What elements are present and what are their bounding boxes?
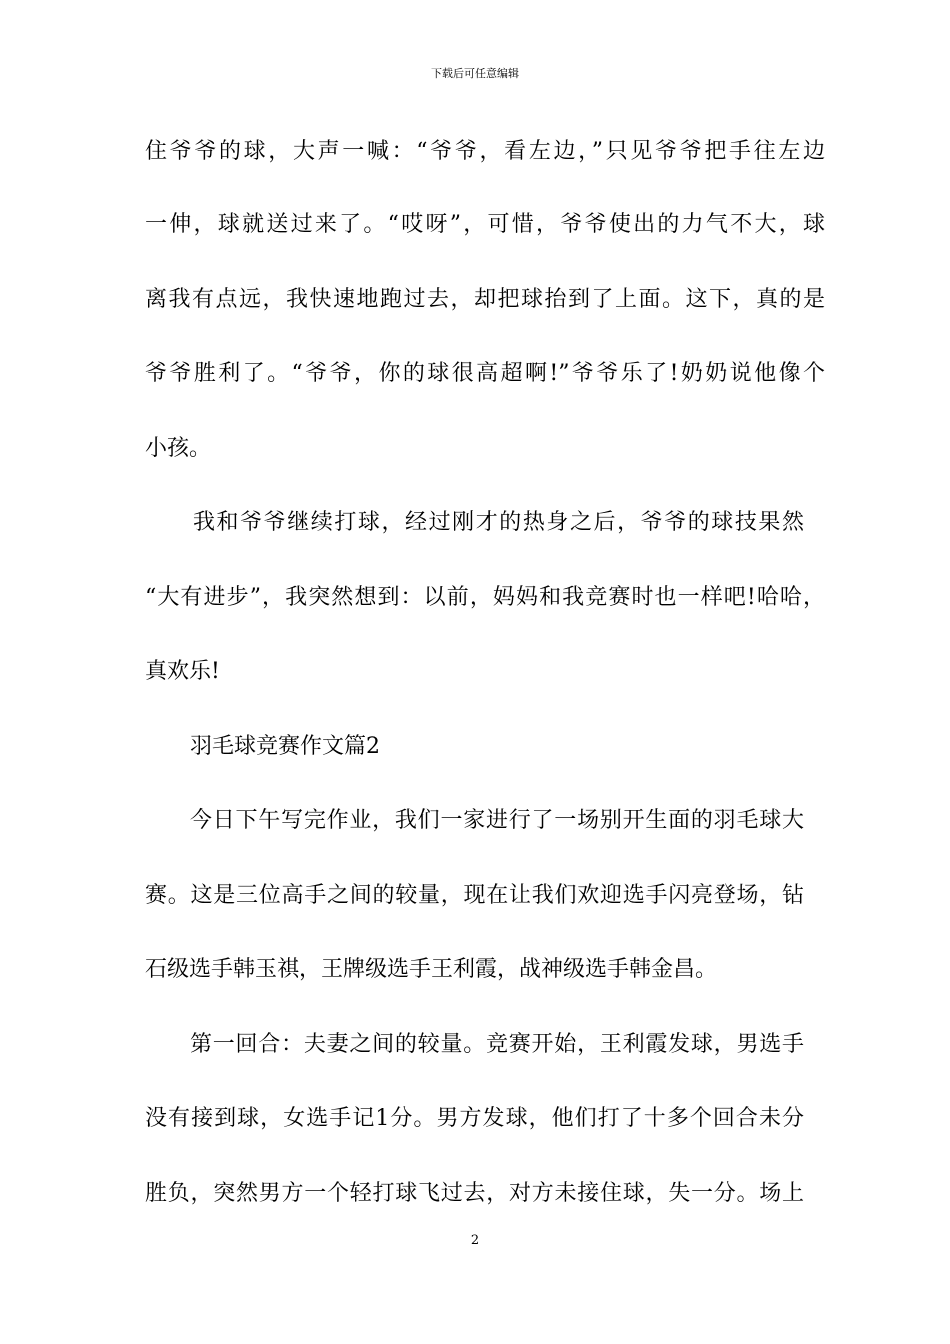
- section-heading: 羽毛球竞赛作文篇2: [190, 734, 380, 759]
- text-line: 赛。这是三位高手之间的较量，现在让我们欢迎选手闪亮登场，钻: [145, 883, 804, 908]
- page-number: 2: [470, 1233, 480, 1248]
- text-line: 小孩。: [145, 436, 212, 461]
- text-line: 胜负，突然男方一个轻打球飞过去，对方未接住球，失一分。场上: [145, 1181, 804, 1206]
- text-line: “大有进步”，我突然想到：以前，妈妈和我竞赛时也一样吧!哈哈，: [145, 585, 825, 610]
- paragraph-start-line: 第一回合：夫妻之间的较量。竞赛开始，王利霞发球，男选手: [190, 1032, 804, 1057]
- text-line: 爷爷胜利了。“爷爷，你的球很高超啊!”爷爷乐了!奶奶说他像个: [145, 361, 825, 386]
- text-line: 住爷爷的球，大声一喊：“爷爷，看左边，”只见爷爷把手往左边: [145, 139, 825, 164]
- paragraph-start-line: 今日下午写完作业，我们一家进行了一场别开生面的羽毛球大: [190, 808, 804, 833]
- page-header: 下载后可任意编辑: [431, 67, 519, 80]
- text-line: 离我有点远，我快速地跑过去，却把球抬到了上面。这下，真的是: [145, 287, 825, 312]
- text-line: 没有接到球，女选手记1分。男方发球，他们打了十多个回合未分: [145, 1106, 804, 1131]
- text-line: 石级选手韩玉祺，王牌级选手王利霞，战神级选手韩金昌。: [145, 957, 718, 982]
- text-line: 一伸，球就送过来了。“哎呀”，可惜，爷爷使出的力气不大，球: [145, 212, 825, 237]
- text-line: 真欢乐!: [145, 659, 220, 684]
- paragraph-start-line: 我和爷爷继续打球，经过刚才的热身之后，爷爷的球技果然: [193, 510, 804, 535]
